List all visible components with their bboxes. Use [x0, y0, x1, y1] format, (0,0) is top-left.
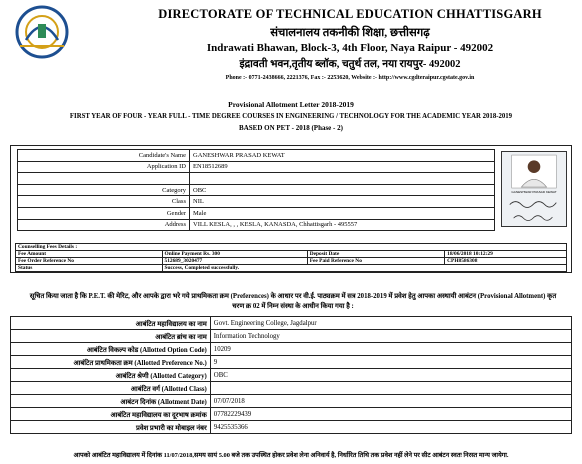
info-value: Male: [190, 207, 495, 219]
allotment-label: आबंटित महाविद्यालय का नाम: [11, 317, 211, 330]
table-row: [18, 173, 495, 185]
allotment-label: प्रवेश प्रभारी का मोबाइल नंबर: [11, 421, 211, 434]
fees-status-value: Success, Completed successfully.: [162, 265, 566, 272]
allotment-label: आबंटित महाविद्यालय का दूरभाष क्रमांक: [11, 408, 211, 421]
dte-logo: [12, 4, 72, 60]
table-row: [18, 150, 495, 162]
fees-cell: 512689_3020477: [162, 258, 307, 265]
info-value: VILL KESLA, , , KESLA, KANASDA, Chhattisgarh - 495557: [190, 219, 495, 231]
table-row: [16, 265, 567, 272]
table-row: [18, 219, 495, 231]
info-label: Category: [18, 184, 190, 196]
fees-status-label: Status: [16, 265, 163, 272]
table-row: [11, 317, 572, 330]
footer-instruction: आपको आबंटित महाविद्यालय में दिनांक 11/07/2018,समय सायं 5.00 बजे तक उपस्थित होकर प्रवेश लेना अनिवार्य है, निर्धारित तिथि तक प्रवेश नहीं लेने पर सीट आबंटन स्वतः निरस्त मान्य जायेगा.: [73, 452, 509, 459]
header-title: DIRECTORATE OF TECHNICAL EDUCATION CHHATTISGARH: [158, 7, 542, 21]
allotment-notice: सूचित किया जाता है कि P.E.T. की मेरिट, और आपके द्वारा भरे गये प्राथमिकता क्रम (Preferences) के आधार पर वी.ई. पाठ्यक्रम में सत्र 2018-2019 में प्रवेश हेतु आपका अस्थायी आबंटन (Provisional Allotment) कृत चरण क्र 02 में निम्न संस्था के आधीन किया गया है :: [29, 293, 557, 310]
fees-cell: Fee Order Reference No: [16, 258, 163, 265]
allotment-value: Govt. Engineering College, Jagdalpur: [210, 317, 571, 330]
allotment-label: आबंटित विकल्प कोड (Allotted Option Code): [11, 343, 211, 356]
table-row: [11, 408, 572, 421]
letter-basis: BASED ON PET - 2018 (Phase - 2): [239, 124, 343, 132]
table-row: [11, 356, 572, 369]
allotment-value: Information Technology: [210, 330, 571, 343]
allotment-value: 9: [210, 356, 571, 369]
letter-subtitle: FIRST YEAR OF FOUR - YEAR FULL - TIME DEGREE COURSES IN ENGINEERING / TECHNOLOGY FOR THE ACADEMIC YEAR 2018-2019: [69, 113, 513, 120]
letter-title: Provisional Allotment Letter 2018-2019: [228, 100, 354, 109]
table-row: [16, 251, 567, 258]
table-row: [18, 207, 495, 219]
header-address-hindi: इंद्रावती भवन,तृतीय ब्लॉक, चतुर्थ तल, नया रायपुर- 492002: [239, 59, 461, 70]
allotment-label: आबंटित श्रेणी (Allotted Category): [11, 369, 211, 382]
allotment-value: 10209: [210, 343, 571, 356]
info-label: Candidate's Name: [18, 150, 190, 162]
table-row: [18, 161, 495, 173]
allotment-value: [210, 382, 571, 395]
allotment-value: 9425535366: [210, 421, 571, 434]
info-label: Address: [18, 219, 190, 231]
fees-cell: 18/06/2018 10:12:29: [445, 251, 567, 258]
table-row: [11, 369, 572, 382]
fees-cell: CPH8586308: [445, 258, 567, 265]
photo-caption: GANESHWAR PRASAD KEWAT: [511, 189, 557, 194]
table-row: [18, 184, 495, 196]
info-value: NIL: [190, 196, 495, 208]
allotment-value: 07/07/2018: [210, 395, 571, 408]
info-value: OBC: [190, 184, 495, 196]
fees-cell: Deposit Date: [307, 251, 444, 258]
allotment-label: आबंटित वर्ग (Allotted Class): [11, 382, 211, 395]
fees-table: [15, 243, 567, 272]
table-row: [16, 258, 567, 265]
table-row: [18, 196, 495, 208]
allotment-label: आबंटन दिनांक (Allotment Date): [11, 395, 211, 408]
allotment-table: [10, 316, 572, 434]
fees-cell: Fee Amount: [16, 251, 163, 258]
table-row: [11, 330, 572, 343]
header-contact: Phone :- 0771-2438666, 2221376, Fax :- 2253620, Website :- http://www.cgdteraipur.cgstate.gov.in: [225, 75, 475, 81]
allotment-value: OBC: [210, 369, 571, 382]
candidate-details-box: [10, 145, 572, 273]
candidate-info-table: [17, 149, 495, 231]
info-value: EN18512689: [190, 161, 495, 173]
table-row: [11, 421, 572, 434]
table-row: [11, 382, 572, 395]
fees-heading: Counselling Fees Details :: [16, 244, 567, 251]
allotment-value: 07782229439: [210, 408, 571, 421]
table-row: [11, 395, 572, 408]
info-value: [190, 173, 495, 185]
allotment-label: आबंटित प्राथमिकता क्रम (Allotted Preference No.): [11, 356, 211, 369]
info-label: Class: [18, 196, 190, 208]
table-row: [11, 343, 572, 356]
info-label: Application ID: [18, 161, 190, 173]
fees-cell: Fee Paid Reference No: [307, 258, 444, 265]
info-label: [18, 173, 190, 185]
header-address: Indrawati Bhawan, Block-3, 4th Floor, Naya Raipur - 492002: [206, 42, 494, 54]
fees-cell: Online Payment Rs. 300: [162, 251, 307, 258]
table-row: [16, 244, 567, 251]
info-value: GANESHWAR PRASAD KEWAT: [190, 150, 495, 162]
header-title-hindi: संचालनालय तकनीकी शिक्षा, छत्तीसगढ़: [270, 27, 430, 39]
allotment-label: आबंटित ब्रांच का नाम: [11, 330, 211, 343]
candidate-photo: [501, 151, 567, 227]
info-label: Gender: [18, 207, 190, 219]
